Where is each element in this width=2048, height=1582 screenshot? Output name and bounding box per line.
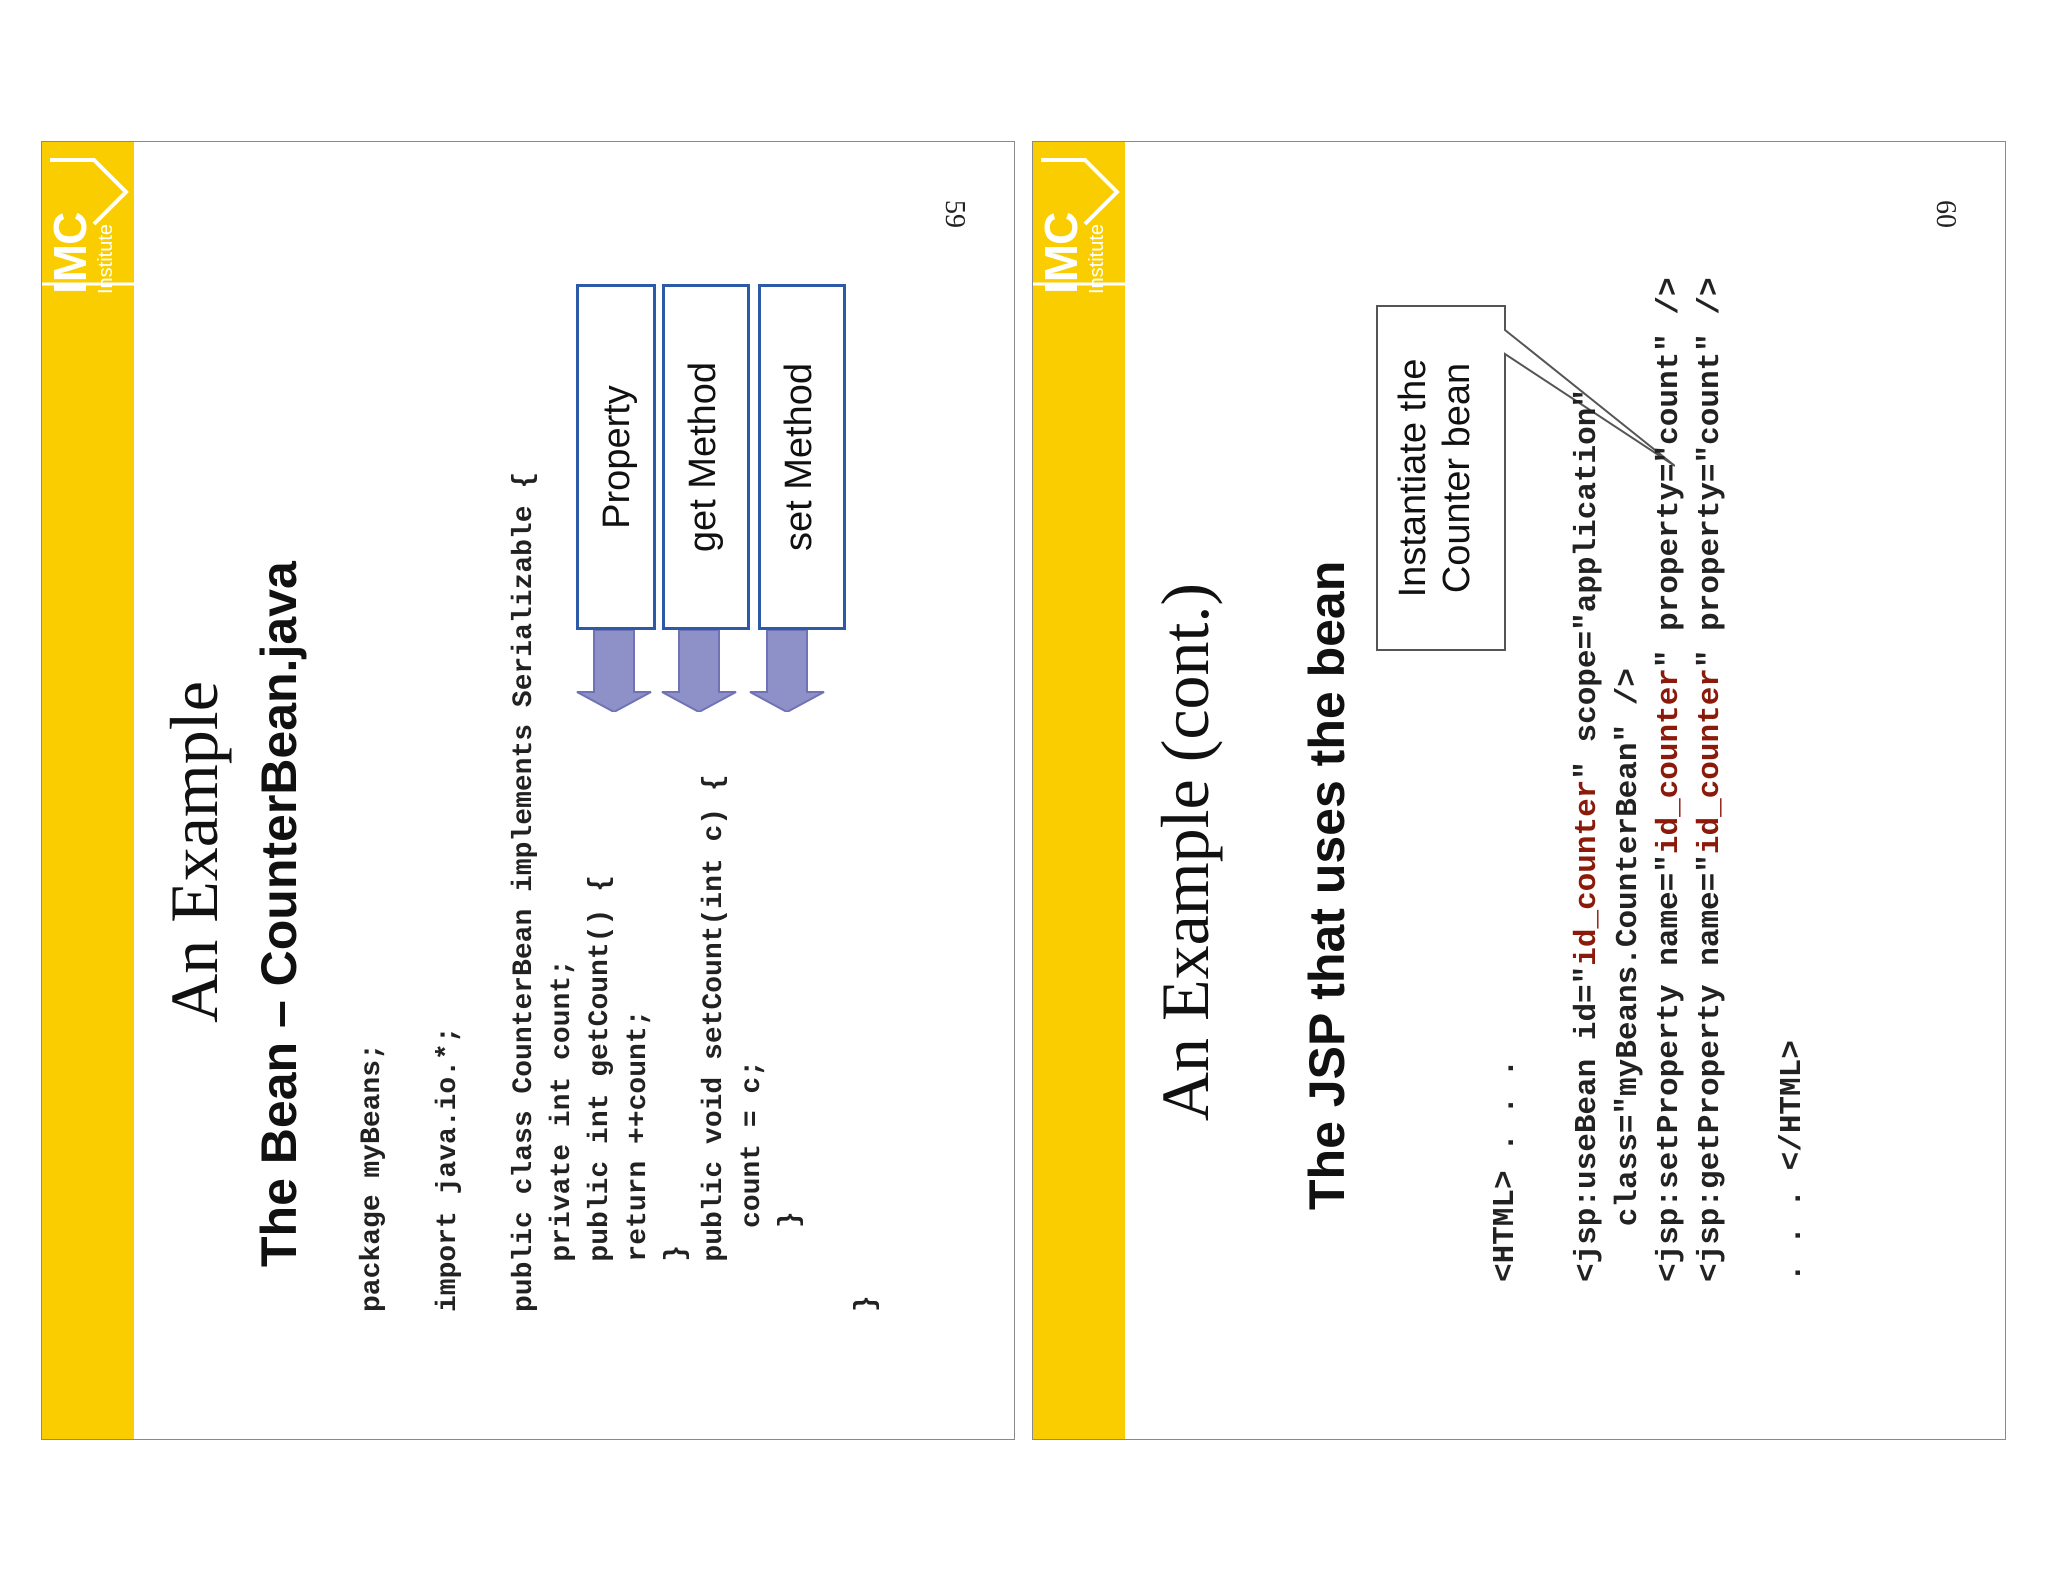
code-id: id_counter [1570, 779, 1605, 966]
code-line: class="myBeans.CounterBean" /> [1611, 668, 1646, 1282]
code-line: <jsp:useBean id=" [1570, 965, 1605, 1282]
code-line: " property="count" /> [1693, 277, 1728, 669]
page-number: 60 [1930, 200, 1961, 228]
code-line: } [851, 1295, 882, 1312]
slide-content [1145, 252, 1985, 1440]
slide-content [154, 252, 994, 1440]
code-id: id_counter [1652, 668, 1687, 855]
code-line: public void setCount(int c) { [699, 774, 730, 1312]
note-get-method: get Method [662, 284, 750, 630]
code-line: " scope="application" [1570, 389, 1605, 780]
code-line: public class CounterBean implements Serializable { [509, 471, 540, 1312]
logo-subtext: Institute [1086, 223, 1108, 294]
note-property: Property [576, 284, 656, 630]
code-line: private int count; [547, 959, 578, 1312]
code-block [1485, 277, 1813, 1282]
callout-text [1391, 308, 1479, 648]
code-line: " property="count" /> [1652, 277, 1687, 669]
slide-title: An Example (cont.) [1147, 582, 1223, 1122]
code-line: <HTML> . . . [1488, 1058, 1523, 1282]
logo-subtext: Institute [95, 223, 117, 294]
code-id: id_counter [1693, 668, 1728, 855]
logo-text: IMC [44, 212, 96, 294]
note-set-method: set Method [758, 284, 846, 630]
code-line: package myBeans; [357, 1043, 388, 1312]
code-line: import java.io.*; [433, 1026, 464, 1312]
logo-text: IMC [1035, 212, 1087, 294]
arrow-left-icon [750, 630, 824, 712]
yellow-band [42, 142, 134, 1439]
code-line: <jsp:getProperty name=" [1693, 854, 1728, 1282]
page-number: 59 [939, 200, 970, 228]
code-line: . . . </HTML> [1775, 1040, 1810, 1282]
code-line: count = c; [737, 1059, 768, 1312]
arrow-left-icon [662, 630, 736, 712]
arrow-icons [569, 630, 849, 712]
callout-line: Counter bean [1436, 362, 1478, 594]
yellow-band [1033, 142, 1125, 1439]
code-line: <jsp:setProperty name=" [1652, 854, 1687, 1282]
slide-60 [1032, 141, 2006, 1440]
code-line: } [661, 1244, 692, 1312]
slide-subtitle: The JSP that uses the bean [1299, 560, 1355, 1210]
slide-title: An Example [156, 681, 232, 1023]
imc-logo [42, 152, 134, 294]
imc-logo [1033, 152, 1125, 294]
code-line: return ++count; [623, 1009, 654, 1312]
slide-subtitle: The Bean – CounterBean.java [251, 561, 307, 1267]
arrow-left-icon [577, 630, 651, 712]
slide-59 [41, 141, 1015, 1440]
code-line: } [775, 1211, 806, 1312]
callout-line: Instantiate the [1392, 358, 1434, 598]
code-line: public int getCount() { [585, 875, 616, 1312]
